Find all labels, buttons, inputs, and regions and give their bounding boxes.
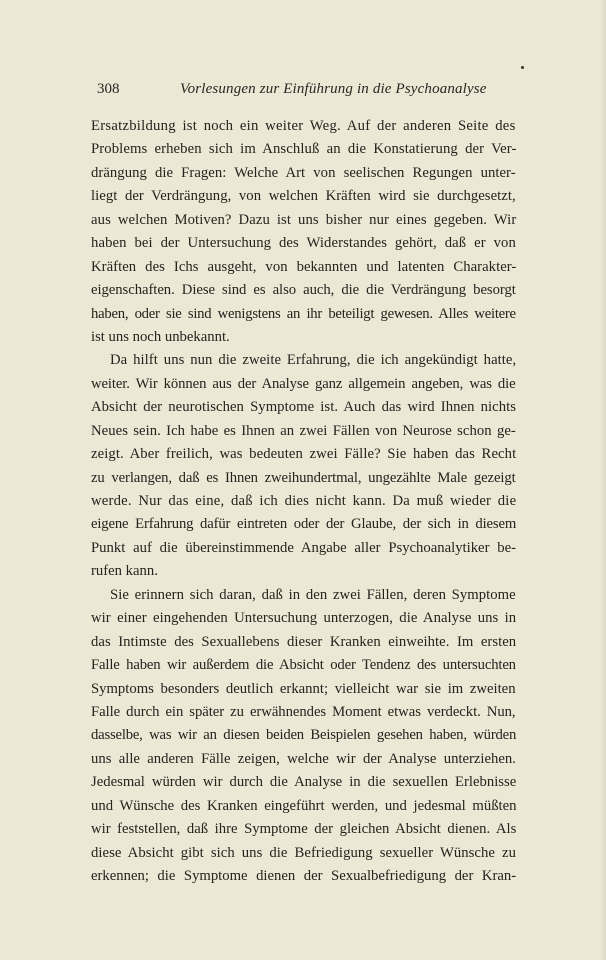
text-line: das Intimste des Sexuallebens dieser Kranken einweihte. Im ersten xyxy=(91,633,517,650)
text-line: Falle durch ein später zu erwähnendes Moment etwas verdeckt. Nun, xyxy=(91,703,516,720)
text-line: erkennen; die Symptome dienen der Sexualbefriedigung der Kran- xyxy=(91,868,517,884)
text-line: diese Absicht gibt sich uns die Befriedigung sexueller Wünsche zu xyxy=(91,844,516,861)
text-line: Sie erinnern sich daran, daß in den zwei Fällen, deren Symptome xyxy=(110,586,516,603)
text-line: Ersatzbildung ist noch ein weiter Weg. Auf der anderen Seite des xyxy=(91,118,516,134)
running-title: Vorlesungen zur Einführung in die Psychoanalyse xyxy=(180,81,487,97)
text-line: Jedesmal würden wir durch die Analyse in die sexuellen Erlebnisse xyxy=(91,774,517,791)
page-edge-shadow xyxy=(600,0,606,960)
text-line: und Wünsche des Kranken eingeführt werden, und jedesmal müßten xyxy=(91,797,517,814)
text-line: Problems erheben sich im Anschluß an die Konstatierung der Ver- xyxy=(91,141,517,158)
text-line: wir einer eingehenden Untersuchung unterzogen, die Analyse uns in xyxy=(91,610,517,627)
text-line: Da hilft uns nun die zweite Erfahrung, die ich angekündigt hatte, xyxy=(110,352,517,369)
text-line: Absicht der neurotischen Symptome ist. Auch das wird Ihnen nichts xyxy=(91,399,517,416)
text-line: drängung die Fragen: Welche Art von seelischen Regungen unter- xyxy=(91,164,516,181)
text-line: zeigt. Aber freilich, was bedeuten zwei Fälle? Sie haben das Recht xyxy=(91,446,517,463)
text-line: haben, oder sie sind wenigstens an ihr beteiligt gewesen. Alles weitere xyxy=(91,305,516,322)
text-line: Neues sein. Ich habe es Ihnen an zwei Fällen von Neurose schon ge- xyxy=(91,422,516,439)
page-number: 308 xyxy=(97,81,120,97)
text-line: ist uns noch unbekannt. xyxy=(91,328,230,345)
text-line: dasselbe, was wir an diesen beiden Beispielen gesehen haben, würden xyxy=(91,727,517,744)
print-mark xyxy=(521,66,524,69)
text-line: liegt der Verdrängung, von welchen Kräften wird sie durchgesetzt, xyxy=(91,188,516,205)
text-line: Kräften des Ichs ausgeht, von bekannten und latenten Charakter- xyxy=(91,258,517,275)
text-line: wir feststellen, daß ihre Symptome der gleichen Absicht dienen. Als xyxy=(91,821,517,838)
text-line: eigenschaften. Diese sind es also auch, die die Verdrängung besorgt xyxy=(91,282,516,299)
text-line: aus welchen Motiven? Dazu ist uns bisher nur eines gegeben. Wir xyxy=(91,211,517,228)
text-line: Symptoms besonders deutlich erkannt; vielleicht war sie im zweiten xyxy=(91,680,516,697)
text-line: eigene Erfahrung dafür eintreten oder der Glaube, der sich in diesem xyxy=(91,516,517,533)
text-line: Falle haben wir außerdem die Absicht oder Tendenz des untersuchten xyxy=(91,657,516,674)
text-line: haben bei der Untersuchung des Widerstandes gehört, daß er von xyxy=(91,235,516,252)
text-line: weiter. Wir können aus der Analyse ganz allgemein angeben, was die xyxy=(91,375,516,392)
text-line: Punkt auf die übereinstimmende Angabe aller Psychoanalytiker be- xyxy=(91,539,517,556)
body-text xyxy=(91,115,516,888)
running-header xyxy=(97,81,513,101)
text-line: uns alle anderen Fälle zeigen, welche wir der Analyse unterziehen. xyxy=(91,750,516,767)
text-line: werde. Nur das eine, daß ich dies nicht kann. Da muß wieder die xyxy=(91,493,517,509)
text-line: rufen kann. xyxy=(91,563,158,580)
text-line: zu verlangen, daß es Ihnen zweihundertmal, ungezählte Male gezeigt xyxy=(91,469,516,486)
